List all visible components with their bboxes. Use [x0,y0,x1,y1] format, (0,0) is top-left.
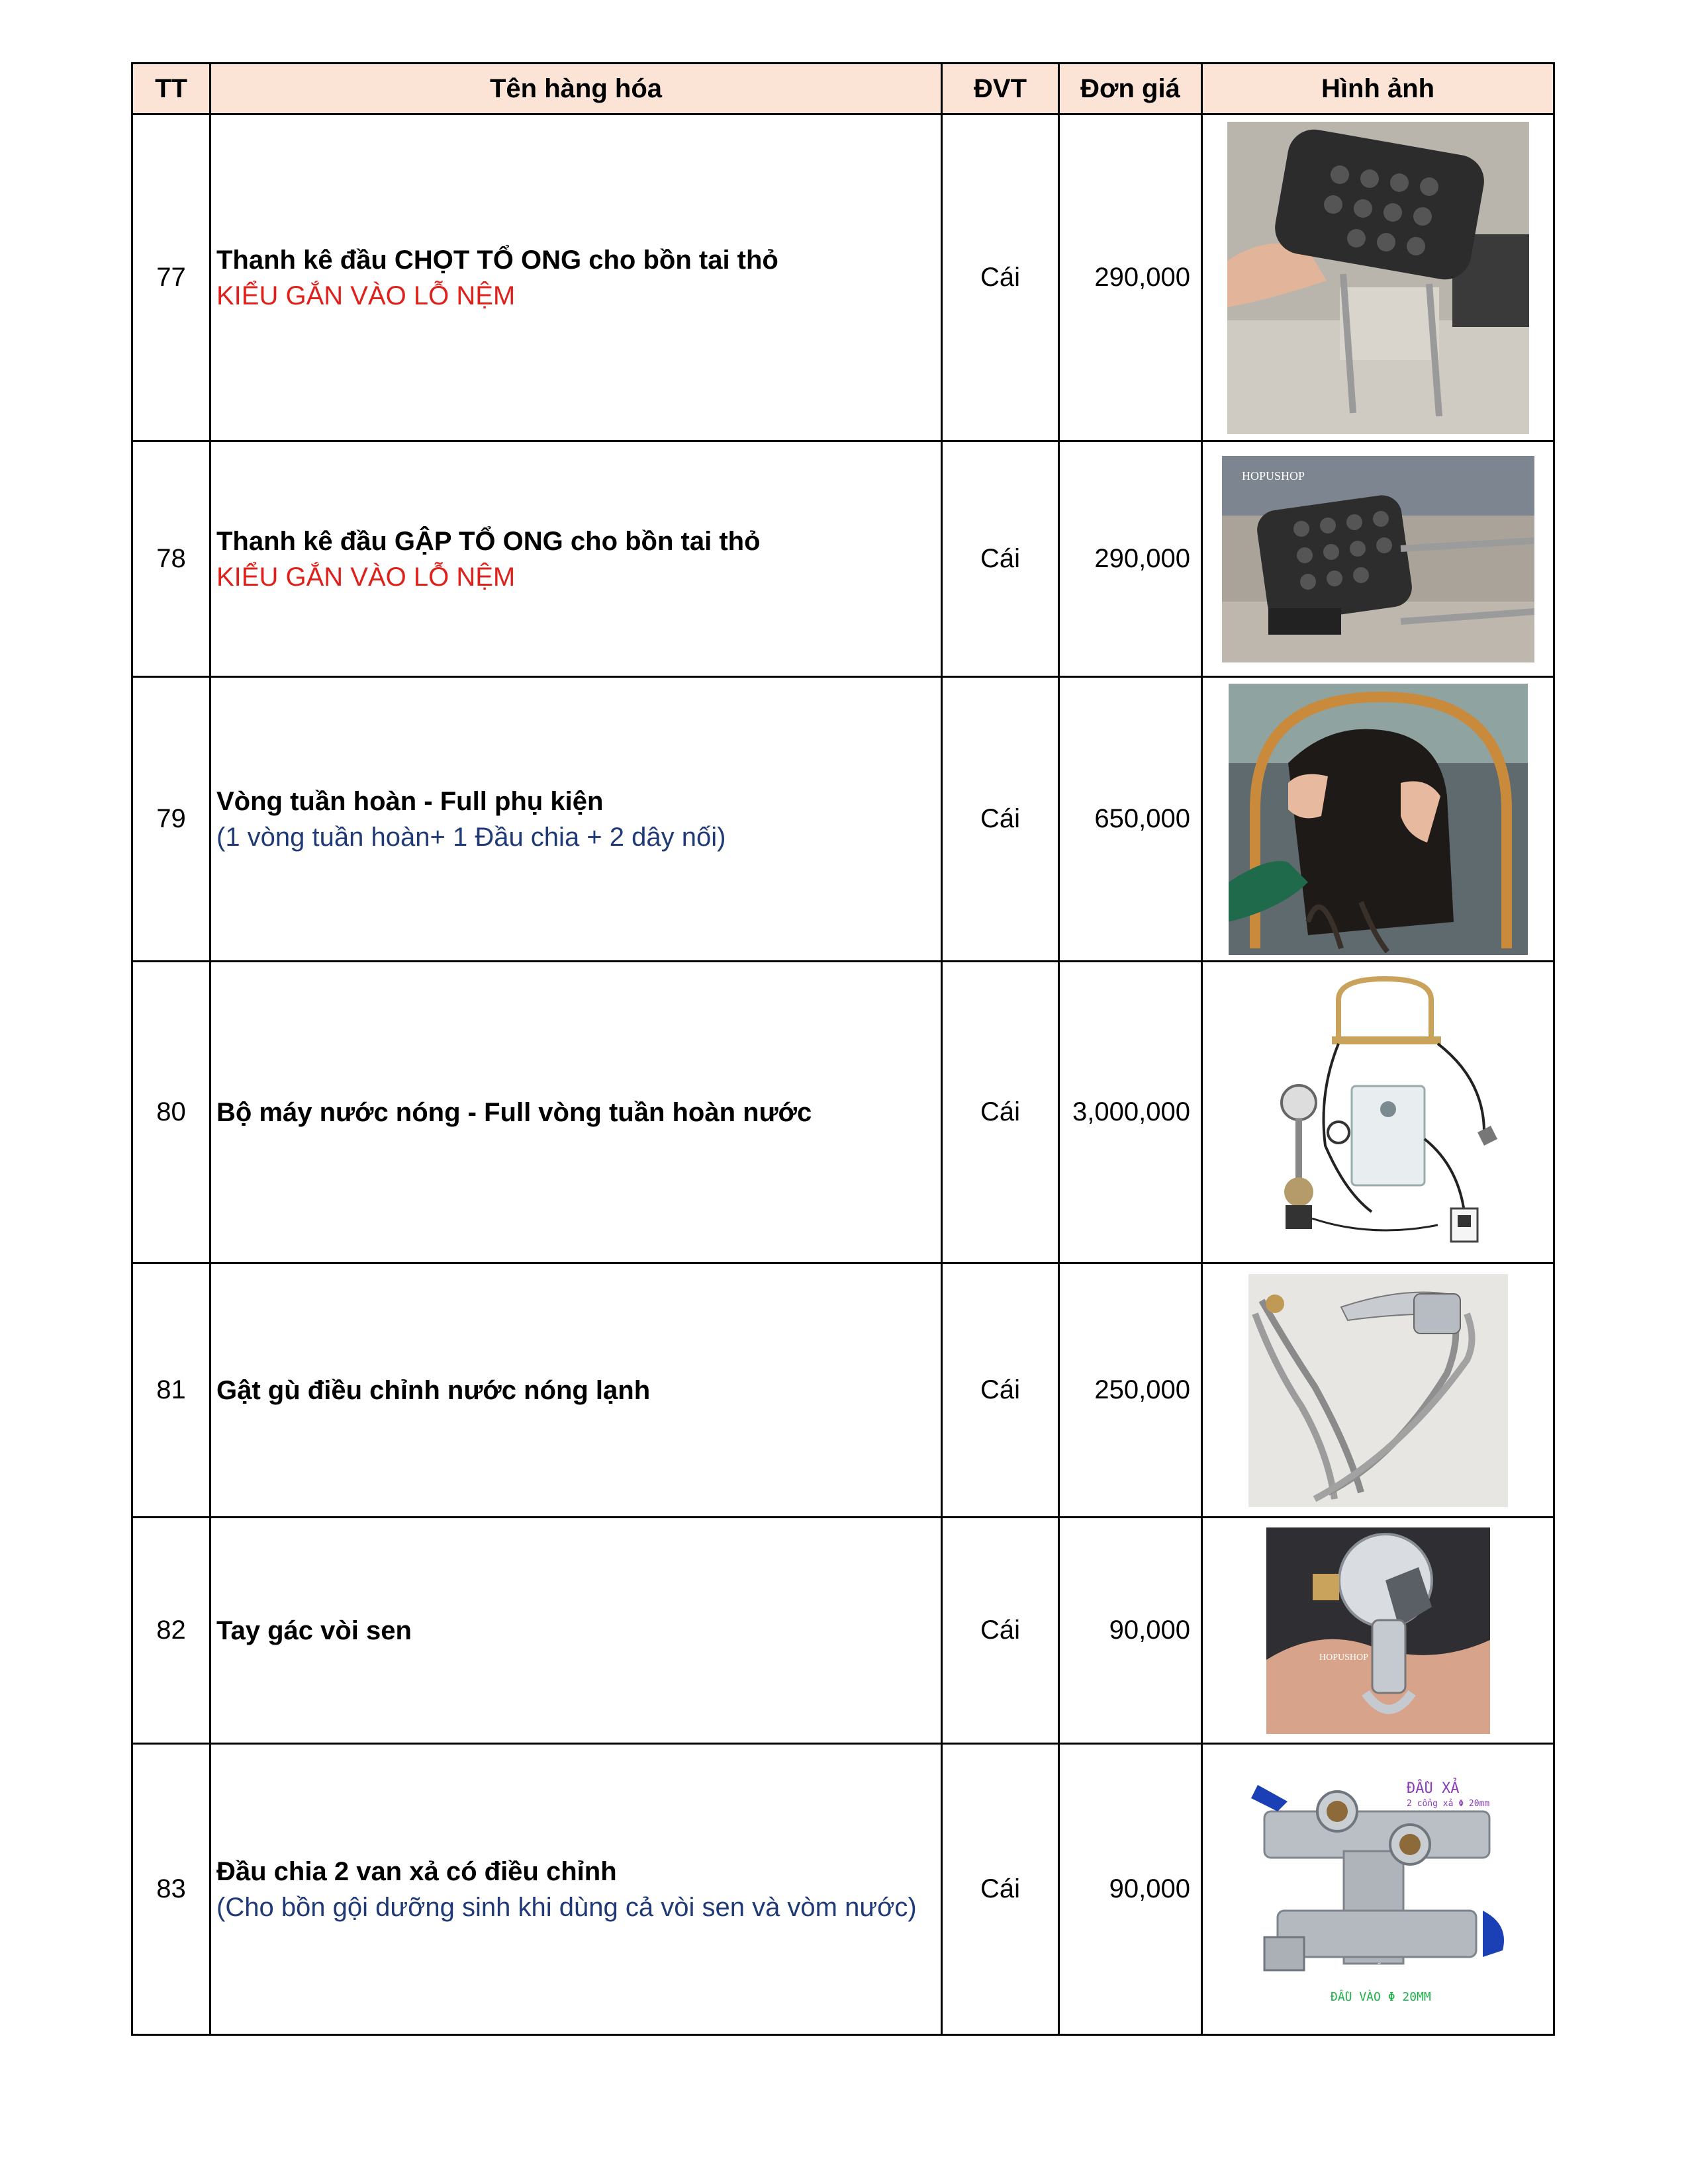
valve-label: VAN 2 CỔNG XẢ [1343,1962,1409,1972]
row-tt: 83 [132,1744,211,2035]
row-price: 650,000 [1059,677,1202,962]
row-tt: 78 [132,441,211,677]
header-unit: ĐVT [942,64,1059,114]
row-unit: Cái [942,677,1059,962]
table-row [132,114,1554,441]
header-tt: TT [132,64,211,114]
row-image-cell [1202,1744,1554,2035]
row-tt: 82 [132,1518,211,1744]
row-image-cell [1202,441,1554,677]
folding-headrest-photo-icon [1222,456,1534,662]
row-name: Tay gác vòi sen [216,1615,412,1645]
row-name-cell [211,114,942,441]
row-tt: 81 [132,1263,211,1518]
row-name: Bộ máy nước nóng - Full vòng tuần hoàn nước [216,1097,812,1127]
row-tt: 80 [132,962,211,1263]
row-name: Vòng tuần hoàn - Full phụ kiện [216,786,604,816]
row-unit: Cái [942,114,1059,441]
row-image-cell [1202,1263,1554,1518]
row-tt: 79 [132,677,211,962]
row-note: (1 vòng tuần hoàn+ 1 Đầu chia + 2 dây nối) [216,822,726,852]
row-image-cell [1202,677,1554,962]
row-tt: 77 [132,114,211,441]
row-price: 3,000,000 [1059,962,1202,1263]
row-price: 90,000 [1059,1744,1202,2035]
header-image: Hình ảnh [1202,64,1554,114]
outlet-label: ĐẦU XẢ [1406,1780,1459,1797]
row-name-cell [211,1744,942,2035]
row-name: Đầu chia 2 van xả có điều chỉnh [216,1856,617,1886]
honeycomb-headrest-photo-icon [1227,122,1529,434]
row-price: 90,000 [1059,1518,1202,1744]
header-price: Đơn giá [1059,64,1202,114]
row-price: 250,000 [1059,1263,1202,1518]
row-name-cell [211,962,942,1263]
two-way-splitter-valve-photo-icon [1238,1772,1519,2007]
table-row [132,1744,1554,2035]
shower-holder-photo-icon [1266,1527,1490,1734]
row-unit: Cái [942,1263,1059,1518]
watermark-text: HOPUSHOP [1241,469,1305,482]
row-name-cell [211,441,942,677]
row-unit: Cái [942,441,1059,677]
inlet-label: ĐẦU VÀO Φ 20MM [1330,1989,1431,2004]
water-heater-set-photo-icon [1239,974,1517,1251]
row-unit: Cái [942,962,1059,1263]
row-price: 290,000 [1059,441,1202,677]
table-row [132,1518,1554,1744]
row-name-cell [211,677,942,962]
row-name-cell [211,1518,942,1744]
table-row [132,962,1554,1263]
table-row [132,1263,1554,1518]
row-unit: Cái [942,1518,1059,1744]
price-table [131,62,1555,2036]
outlet-sub-label: 2 cổng xả Φ 20mm [1406,1798,1489,1809]
row-unit: Cái [942,1744,1059,2035]
header-row [132,64,1554,114]
table-row [132,677,1554,962]
watermark-text: HOPUSHOP [1319,1652,1368,1662]
row-note: KIỂU GẮN VÀO LỖ NỆM [216,281,516,310]
row-name-cell [211,1263,942,1518]
row-price: 290,000 [1059,114,1202,441]
row-image-cell [1202,962,1554,1263]
header-name: Tên hàng hóa [211,64,942,114]
row-name: Thanh kê đầu CHỌT TỔ ONG cho bồn tai thỏ [216,245,778,275]
row-name: Thanh kê đầu GẬP TỔ ONG cho bồn tai thỏ [216,526,761,556]
circulation-ring-photo-icon [1229,684,1528,955]
row-image-cell [1202,1518,1554,1744]
row-name: Gật gù điều chỉnh nước nóng lạnh [216,1375,651,1405]
row-image-cell [1202,114,1554,441]
row-note: KIỂU GẮN VÀO LỖ NỆM [216,562,516,592]
row-note: (Cho bồn gội dưỡng sinh khi dùng cả vòi sen và vòm nước) [216,1892,917,1922]
mixer-valve-hoses-photo-icon [1248,1274,1508,1507]
table-row [132,441,1554,677]
